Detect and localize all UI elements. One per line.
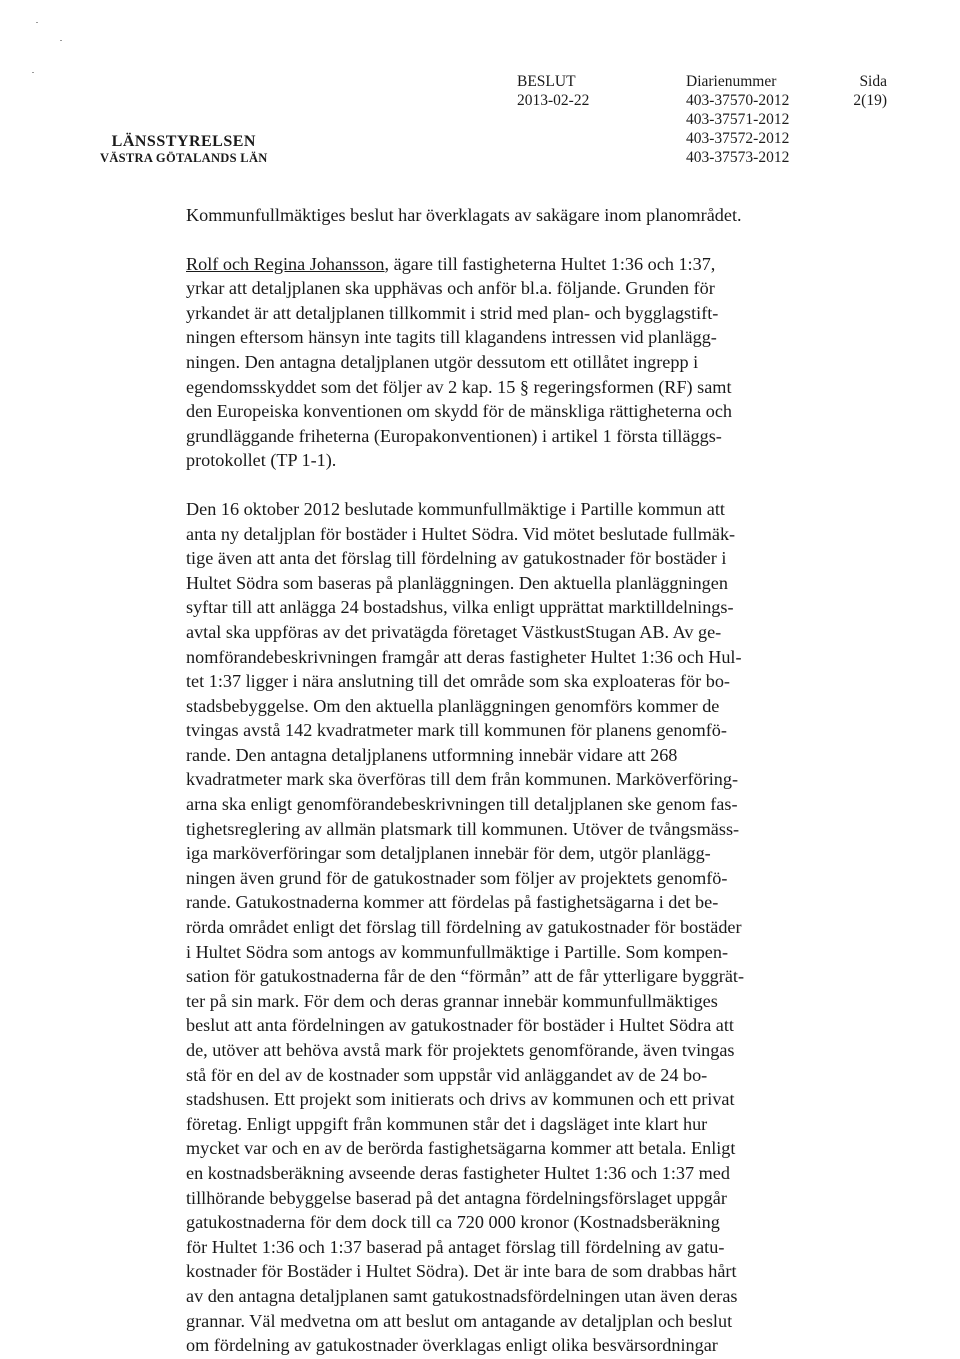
text-line: yrkandet är att detaljplanen tillkommit i strid med plan- och bygglagstift- [186,302,719,323]
text-line: rörda området enligt det förslag till fördelning av gatukostnader för bostäder [186,917,742,938]
text-line: tvingas avstå 142 kvadratmeter mark till kommunen för planens genomfö- [186,720,727,741]
text-line: rande. Gatukostnaderna kommer att fördelas på fastighetsägarna i det be- [186,892,719,913]
text-line: nomförandebeskrivningen framgår att deras fastigheter Hultet 1:36 och Hul- [186,646,742,667]
text-line: tillhörande bebyggelse baserad på det antagna fördelningsförslaget uppgår [186,1187,727,1208]
text-line: kvadratmeter mark ska överföras till dem från kommunen. Marköverföring- [186,769,739,790]
diary-number: 403-37570-2012 [686,92,790,109]
text-line: Kommunfullmäktiges beslut har överklagats av sakägare inom planområdet. [186,205,742,225]
page-label: Sida [859,73,887,90]
text-line: protokollet (TP 1-1). [186,450,337,471]
diary-number: 403-37571-2012 [686,111,790,128]
text-line: beslut att anta fördelningen av gatukostnader för bostäder i Hultet Södra att [186,1015,734,1036]
text-line: ningen eftersom hänsyn inte tagits till klagandens intressen vid planlägg- [186,327,717,348]
organization-block [100,132,268,166]
text-line: iga marköverföringar som detaljplanen innebär för dem, utgör planlägg- [186,843,711,864]
document-type: BESLUT [517,73,576,90]
organization-name: LÄNSSTYRELSEN [111,133,256,150]
page-block [851,72,887,110]
text-line: av den antagna detaljplanen samt gatukostnadsfördelningen utan även deras [186,1285,738,1306]
text-line: en kostnadsberäkning avseende deras fastigheter Hultet 1:36 och 1:37 med [186,1162,730,1183]
text-line: stadsbebyggelse. Om den aktuella planläggningen genomförs kommer de [186,695,720,716]
text-line: kostnader för Bostäder i Hultet Södra). Det är inte bara de som drabbas hårt [186,1261,737,1282]
text-line: Hultet Södra som baseras på planläggningen. Den aktuella planläggningen [186,572,728,593]
text-line [186,252,786,277]
text-line: ningen även grund för de gatukostnader som följer av projektets genomfö- [186,867,728,888]
body-text [186,203,786,1358]
text-line: anta ny detaljplan för bostäder i Hultet Södra. Vid mötet beslutade fullmäk- [186,523,736,544]
diary-number: 403-37572-2012 [686,130,790,147]
text-line: i Hultet Södra som antogs av kommunfullmäktige i Partille. Som kompen- [186,941,729,962]
text-line: syftar till att anlägga 24 bostadshus, vilka enligt upprättat marktilldelnings- [186,597,734,618]
text-line: Den 16 oktober 2012 beslutade kommunfullmäktige i Partille kommun att [186,498,725,519]
appellant-names: Rolf och Regina Johansson [186,253,385,274]
text-line: stadshusen. Ett projekt som initierats och drivs av kommunen och ett privat [186,1089,735,1110]
decision-date: 2013-02-22 [517,92,590,109]
text-line: om fördelning av gatukostnader överklagas enligt olika besvärsordningar [186,1335,718,1356]
text-line: stå för en del av de kostnader som uppstår vid anläggandet av de 24 bo- [186,1064,708,1085]
organization-county: VÄSTRA GÖTALANDS LÄN [100,151,268,166]
text-line: tige även att anta det förslag till fördelning av gatukostnader för bostäder i [186,548,727,569]
text-line: yrkar att detaljplanen ska upphävas och anför bl.a. följande. Grunden för [186,278,715,299]
paragraph-appeal-intro [186,203,786,228]
paragraph-background [186,497,786,1358]
diary-block [686,72,789,167]
text-line: rande. Den antagna detaljplanens utformning innebär vidare att 268 [186,744,678,765]
text-line: grundläggande friheterna (Europakonventionen) i artikel 1 första tilläggs- [186,425,722,446]
text-line: de, utöver att behöva avstå mark för projektets genomförande, även tvingas [186,1040,735,1060]
text-line: tighetsreglering av allmän platsmark till kommunen. Utöver de tvångsmäss- [186,818,740,839]
text-line: arna ska enligt genomförandebeskrivningen till detaljplanen ske genom fas- [186,794,738,815]
text-line: gatukostnaderna för dem dock till ca 720 000 kronor (Kostnadsberäkning [186,1212,720,1233]
diary-label: Diarienummer [686,73,777,90]
decision-block [517,72,589,110]
text-line: mycket var och en av de berörda fastighetsägarna kommer att betala. Enligt [186,1138,736,1159]
scan-speck [32,72,34,73]
text-line: för Hultet 1:36 och 1:37 baserad på antaget förslag till fördelning av gatu- [186,1236,725,1257]
scan-speck [60,40,62,41]
text-line: ter på sin mark. För dem och deras grannar innebär kommunfullmäktiges [186,990,718,1011]
text-line: tet 1:37 ligger i nära anslutning till det område som ska exploateras för bo- [186,671,730,692]
text-line: ningen. Den antagna detaljplanen utgör dessutom ett otillåtet ingrepp i [186,351,699,372]
scan-speck [36,22,38,23]
text-line: grannar. Väl medvetna om att beslut om antagande av detaljplan och beslut [186,1310,733,1331]
text-line: sation för gatukostnaderna får de den “förmån” att de får ytterligare byggrät- [186,966,745,987]
text-line: den Europeiska konventionen om skydd för de mänskliga rättigheterna och [186,401,732,422]
diary-number: 403-37573-2012 [686,149,790,166]
text-line: avtal ska uppföras av det privatägda företaget VästkustStugan AB. Av ge- [186,621,722,642]
page-number: 2(19) [853,92,887,109]
text-line-rest: , ägare till fastigheterna Hultet 1:36 och 1:37, [384,253,716,274]
text-line: egendomsskyddet som det följer av 2 kap. 15 § regeringsformen (RF) samt [186,376,732,397]
paragraph-appellant-claim [186,252,786,473]
text-line: företag. Enligt uppgift från kommunen står det i dagsläget inte klart hur [186,1113,708,1134]
